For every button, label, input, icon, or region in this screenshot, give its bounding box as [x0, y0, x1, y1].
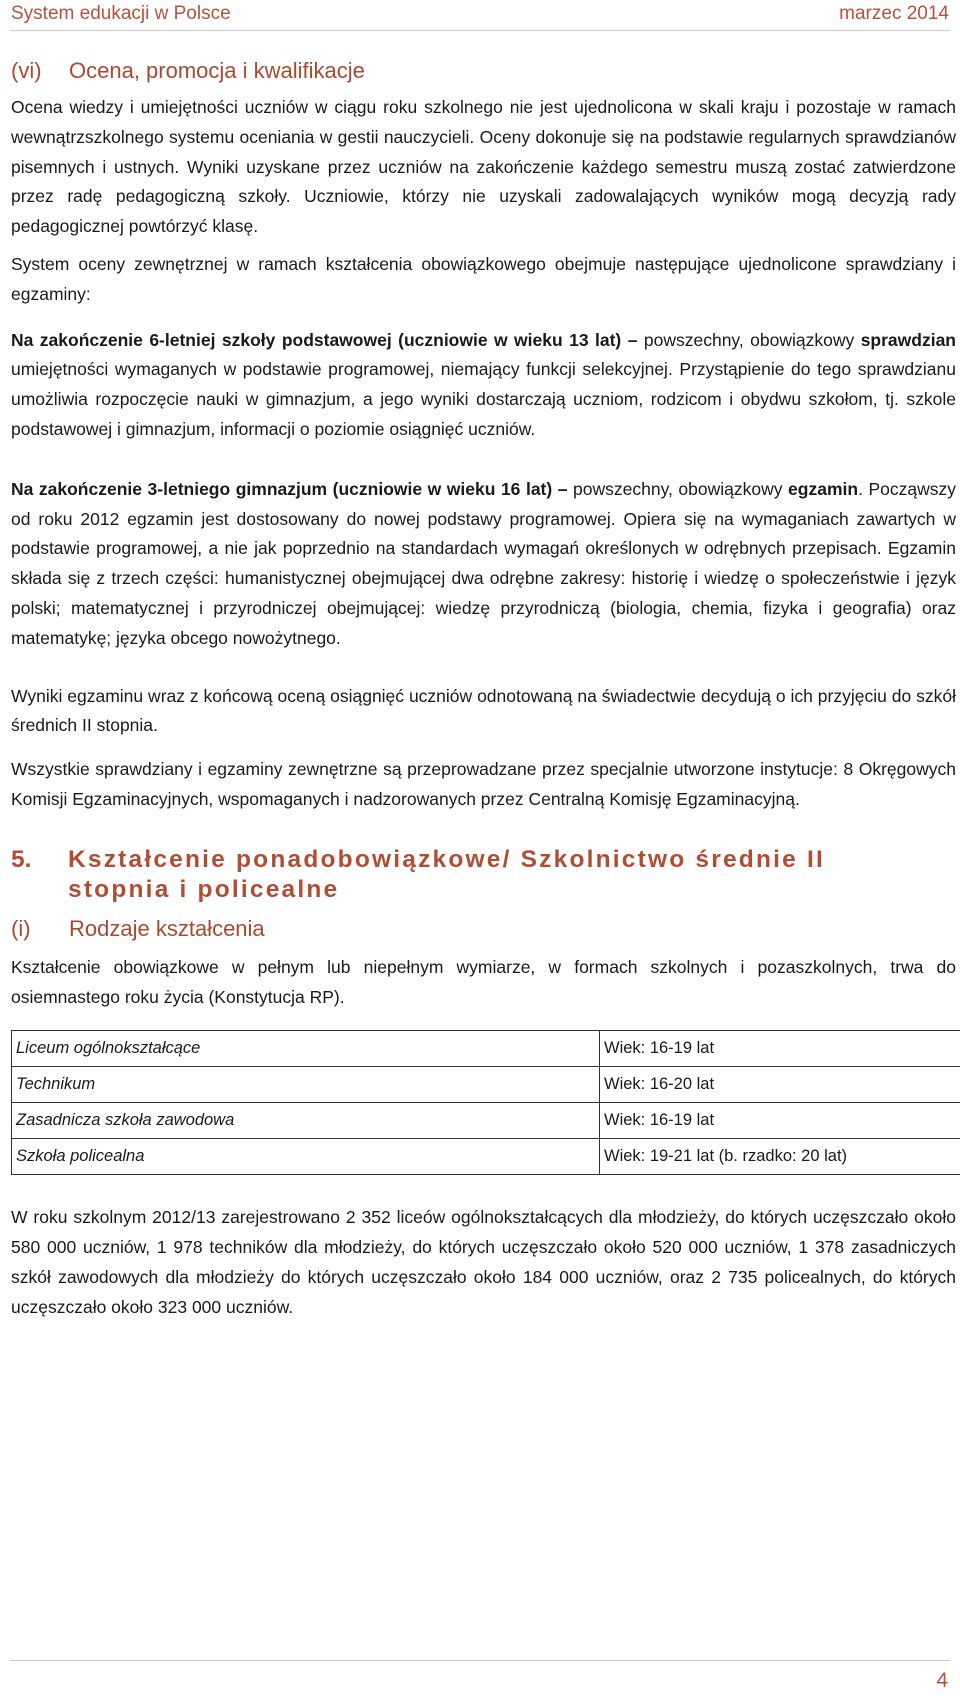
school-type-cell: Liceum ogólnokształcące	[12, 1031, 600, 1067]
paragraph-external-assessment: System oceny zewnętrznej w ramach kształcenia obowiązkowego obejmuje następujące ujednolicone sprawdziany i egzaminy:	[11, 253, 956, 304]
paragraph-gymnasium-exam	[11, 475, 956, 654]
header-title: System edukacji w Polsce	[11, 3, 231, 24]
age-range-cell: Wiek: 19-21 lat (b. rzadko: 20 lat)	[600, 1139, 960, 1175]
paragraph-compulsory-education: Kształcenie obowiązkowe w pełnym lub niepełnym wymiarze, w formach szkolnych i pozaszkolnych, trwa do osiemnastego roku życia (Konstytucja RP).	[11, 956, 956, 1007]
school-types-table-body	[12, 1031, 960, 1175]
table-row	[12, 1067, 960, 1103]
table-row	[12, 1031, 960, 1067]
section-i-title: Rodzaje kształcenia	[69, 915, 265, 941]
page-number: 4	[936, 1669, 948, 1692]
gymnasium-exam-dash: –	[552, 478, 574, 499]
section-5-number: 5.	[11, 845, 32, 873]
age-range-cell: Wiek: 16-20 lat	[600, 1067, 960, 1103]
header-divider	[10, 30, 950, 31]
primary-test-text-a: powszechny, obowiązkowy	[643, 329, 861, 350]
header-date: marzec 2014	[839, 3, 949, 24]
page-header	[11, 2, 949, 26]
gymnasium-exam-keyword: egzamin	[788, 478, 859, 499]
paragraph-assessment: Ocena wiedzy i umiejętności uczniów w ciągu roku szkolnego nie jest ujednolicona w skali kraju i pozostaje w ramach wewnątrzszkolnego systemu oceniania w gestii nauczycieli. Oceny dokonuje się na podstawie regularnych sprawdzianów pisemnych i ustnych. Wyniki uzyskane przez uczniów na zakończenie każdego semestru muszą zostać zatwierdzone przez radę pedagogiczną szkoły. Uczniowie, którzy nie uzyskali zadowalających wyników mogą decyzją rady pedagogicznej powtórzyć klasę.	[11, 97, 956, 237]
gymnasium-exam-text-a: powszechny, obowiązkowy	[573, 478, 789, 499]
primary-test-keyword: sprawdzian	[860, 329, 956, 350]
paragraph-primary-test	[11, 326, 956, 445]
gymnasium-exam-intro: Na zakończenie 3-letniego gimnazjum (uczniowie w wieku 16 lat)	[11, 478, 553, 499]
paragraph-exam-results: Wyniki egzaminu wraz z końcową oceną osiągnięć uczniów odnotowaną na świadectwie decydują o ich przyjęciu do szkół średnich II stopnia.	[11, 685, 956, 736]
school-type-cell: Zasadnicza szkoła zawodowa	[12, 1103, 600, 1139]
section-i-number: (i)	[11, 915, 31, 941]
table-row	[12, 1103, 960, 1139]
school-types-table	[11, 1030, 960, 1175]
school-type-cell: Technikum	[12, 1067, 600, 1103]
section-vi-title: Ocena, promocja i kwalifikacje	[69, 58, 365, 83]
age-range-cell: Wiek: 16-19 lat	[600, 1103, 960, 1139]
section-5-title: Kształcenie ponadobowiązkowe/ Szkolnictwo średnie II stopnia i policealne	[68, 845, 825, 903]
section-i-heading	[11, 916, 956, 942]
section-vi-heading	[11, 58, 956, 84]
gymnasium-exam-text-b: . Począwszy od roku 2012 egzamin jest dostosowany do nowej podstawy programowej. Opiera się na wymaganiach zawartych w podstawie programowej, a nie jak poprzednio na standardach wymagań określonych w odrębnych przepisach. Egzamin składa się z trzech części: humanistycznej obejmującej dwa odrębne zakresy: historię i wiedzę o społeczeństwie i język polski; matematycznej i przyrodniczej obejmującej: wiedzę przyrodniczą (biologia, chemia, fizyka i geografia) oraz matematykę; języka obcego nowożytnego.	[11, 478, 957, 648]
age-range-cell: Wiek: 16-19 lat	[600, 1031, 960, 1067]
primary-test-text-b: umiejętności wymaganych w podstawie programowej, niemający funkcji selekcyjnej. Przystąpienie do tego sprawdzianu umożliwia rozpoczęcie nauki w gimnazjum, a jego wyniki dostarczają uczniom, rodzicom i obydwu szkołom, tj. szkole podstawowej i gimnazjum, informacji o poziomie osiągnięć uczniów.	[11, 359, 956, 439]
section-vi-number: (vi)	[11, 58, 42, 83]
footer-divider	[10, 1660, 950, 1661]
paragraph-statistics: W roku szkolnym 2012/13 zarejestrowano 2 352 liceów ogólnokształcących dla młodzieży, do których uczęszczało około 580 000 uczniów, 1 978 techników dla młodzieży, do których uczęszczało około 520 000 uczniów, 1 378 zasadniczych szkół zawodowych dla młodzieży do których uczęszczało około 184 000 uczniów, oraz 2 735 policealnych, do których uczęszczało około 323 000 uczniów.	[11, 1207, 956, 1317]
document-body	[11, 58, 956, 1323]
primary-test-dash: –	[621, 329, 644, 350]
section-5-heading	[11, 845, 956, 905]
primary-test-intro: Na zakończenie 6-letniej szkoły podstawowej (uczniowie w wieku 13 lat)	[11, 329, 622, 350]
table-row	[12, 1139, 960, 1175]
school-type-cell: Szkoła policealna	[12, 1139, 600, 1175]
paragraph-exam-institutions: Wszystkie sprawdziany i egzaminy zewnętrzne są przeprowadzane przez specjalnie utworzone instytucje: 8 Okręgowych Komisji Egzaminacyjnych, wspomaganych i nadzorowanych przez Centralną Komisję Egzaminacyjną.	[11, 759, 956, 809]
